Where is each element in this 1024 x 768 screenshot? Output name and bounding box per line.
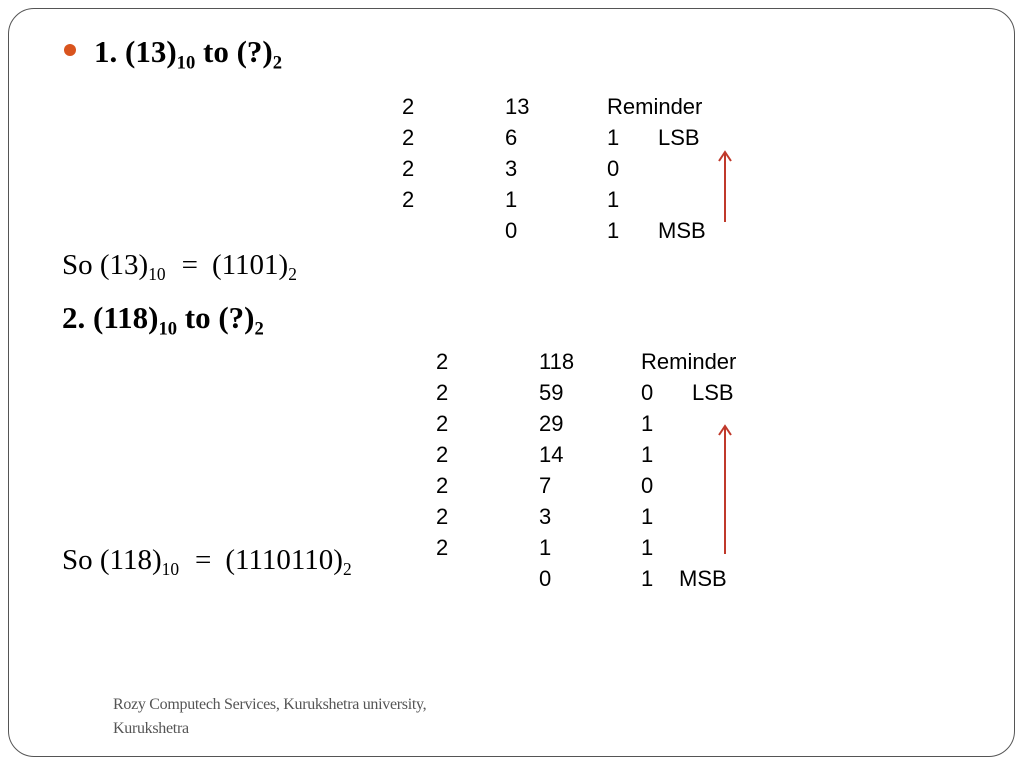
remainder-cell: 1 <box>641 535 654 560</box>
remainder-cell: Reminder <box>607 94 703 119</box>
heading-2: 2. $(118)_{10}$ to $(?)_2$ <box>62 300 264 340</box>
value-cell: 6 <box>505 125 518 150</box>
value-cell: 0 <box>539 566 552 591</box>
divisor-cell: 2 <box>436 535 449 560</box>
remainder-cell: 0 <box>607 156 620 181</box>
remainder-cell: 0 <box>641 380 654 405</box>
remainder-cell: 1 <box>641 504 654 529</box>
divisor-cell: 2 <box>436 473 449 498</box>
bullet-icon <box>64 44 76 56</box>
value-cell: 118 <box>539 349 575 374</box>
divisor-cell: 2 <box>436 349 449 374</box>
result-2: So $(118)_{10} = (1110110)_2$ <box>62 544 352 580</box>
slide-frame <box>8 8 1015 757</box>
divisor-cell: 2 <box>436 504 449 529</box>
value-cell: 1 <box>505 187 518 212</box>
note-cell: MSB <box>679 566 727 591</box>
remainder-cell: Reminder <box>641 349 737 374</box>
note-cell: MSB <box>658 218 706 243</box>
value-cell: 59 <box>539 380 564 405</box>
divisor-cell: 2 <box>402 125 415 150</box>
value-cell: 0 <box>505 218 518 243</box>
divisor-cell: 2 <box>402 156 415 181</box>
up-arrow-icon <box>716 424 734 556</box>
remainder-cell: 1 <box>641 442 654 467</box>
up-arrow-icon <box>716 150 734 224</box>
remainder-cell: 1 <box>641 411 654 436</box>
value-cell: 7 <box>539 473 552 498</box>
note-cell: LSB <box>658 125 700 150</box>
value-cell: 1 <box>539 535 552 560</box>
value-cell: 29 <box>539 411 564 436</box>
remainder-cell: 1 <box>607 125 620 150</box>
divisor-cell: 2 <box>402 94 415 119</box>
value-cell: 3 <box>539 504 552 529</box>
divisor-cell: 2 <box>402 187 415 212</box>
remainder-cell: 0 <box>641 473 654 498</box>
divisor-cell: 2 <box>436 380 449 405</box>
footer-credit: Rozy Computech Services, Kurukshetra university, Kurukshetra <box>113 696 427 737</box>
value-cell: 14 <box>539 442 564 467</box>
divisor-cell: 2 <box>436 411 449 436</box>
remainder-cell: 1 <box>607 187 620 212</box>
remainder-cell: 1 <box>641 566 654 591</box>
value-cell: 13 <box>505 94 530 119</box>
value-cell: 3 <box>505 156 518 181</box>
result-1: So $(13)_{10} = (1101)_2$ <box>62 249 297 285</box>
divisor-cell: 2 <box>436 442 449 467</box>
remainder-cell: 1 <box>607 218 620 243</box>
note-cell: LSB <box>692 380 734 405</box>
heading-1: 1. $(13)_{10}$ to $(?)_2$ <box>94 34 283 74</box>
